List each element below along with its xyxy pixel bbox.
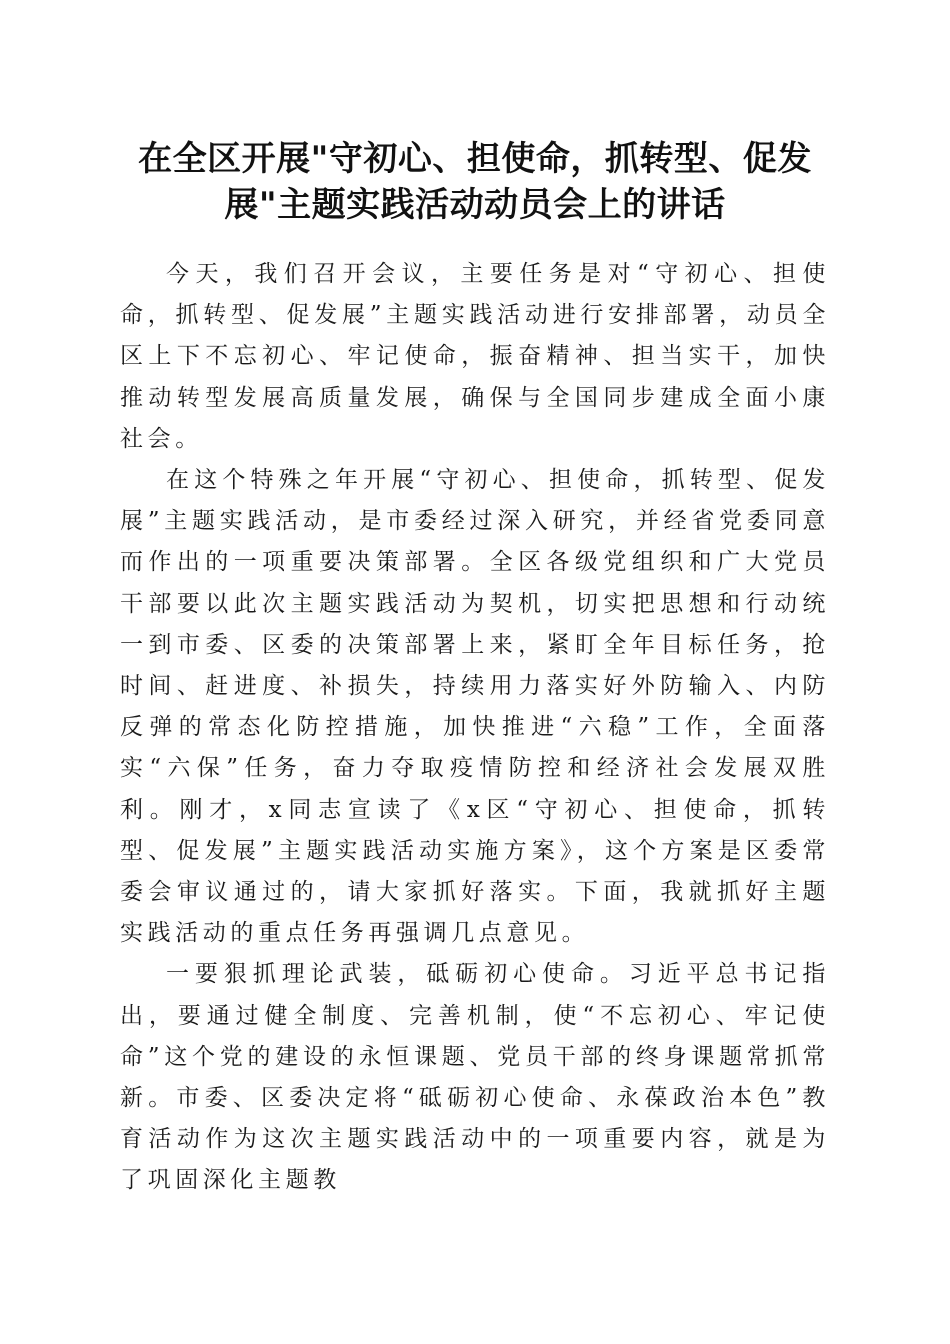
- document-body: [120, 254, 830, 1202]
- paragraph-3: 一要狠抓理论武装，砥砺初心使命。习近平总书记指出，要通过健全制度、完善机制，使“不忘初心、牢记使命”这个党的建设的永恒课题、党员干部的终身课题常抓常新。市委、区委决定将“砥砺初心使命、永葆政治本色”教育活动作为这次主题实践活动中的一项重要内容，就是为了巩固深化主题教: [120, 961, 830, 1194]
- document-title: [100, 136, 850, 228]
- title-line-1: 在全区开展"守初心、担使命，抓转型、促发: [138, 139, 812, 179]
- paragraph-2: 在这个特殊之年开展“守初心、担使命，抓转型、促发展”主题实践活动，是市委经过深入研究，并经省党委同意而作出的一项重要决策部署。全区各级党组织和广大党员干部要以此次主题实践活动为契机，切实把思想和行动统一到市委、区委的决策部署上来，紧盯全年目标任务，抢时间、赶进度、补损失，持续用力落实好外防输入、内防反弹的常态化防控措施，加快推进“六稳”工作，全面落实“六保”任务，奋力夺取疫情防控和经济社会发展双胜利。刚才，x同志宣读了《x区“守初心、担使命，抓转型、促发展”主题实践活动实施方案》，这个方案是区委常委会审议通过的，请大家抓好落实。下面，我就抓好主题实践活动的重点任务再强调几点意见。: [120, 467, 830, 947]
- title-line-2: 展"主题实践活动动员会上的讲话: [224, 185, 726, 225]
- paragraph-1: 今天，我们召开会议，主要任务是对“守初心、担使命，抓转型、促发展”主题实践活动进行安排部署，动员全区上下不忘初心、牢记使命，振奋精神、担当实干，加快推动转型发展高质量发展，确保与全国同步建成全面小康社会。: [120, 261, 830, 452]
